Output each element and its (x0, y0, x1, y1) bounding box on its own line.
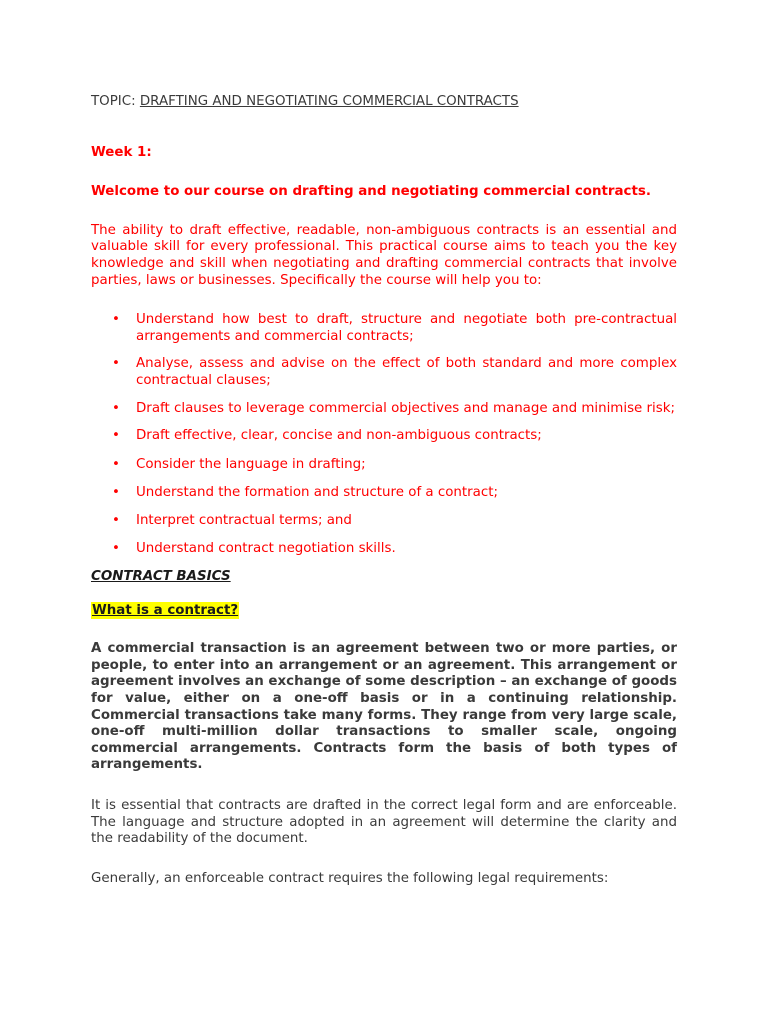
bold-paragraph: A commercial transaction is an agreement between two or more parties, or people, to enter into an arrangement or an agreement. This arrangement or agreement involves an exchange of some description – an exchange of goods for value, either on a one-off basis or in a continuing relationship. Commercial transactions take many forms. They range from very large scale, one-off multi-million dollar transactions to smaller scale, ongoing commercial arrangements. Contracts form the basis of both types of arrangements. (91, 641, 677, 773)
objectives-list (91, 312, 677, 557)
list-item (91, 401, 677, 418)
list-item-text: Understand how best to draft, structure and negotiate both pre-contractual arrangements and commercial contracts; (136, 312, 677, 344)
topic-line (91, 94, 677, 111)
welcome-heading: Welcome to our course on drafting and negotiating commercial contracts. (91, 184, 651, 200)
week-heading: Week 1: (91, 144, 152, 160)
list-item (91, 457, 677, 474)
list-item (91, 513, 677, 530)
section-heading (91, 569, 677, 586)
bullet-icon: • (112, 312, 120, 328)
topic-prefix: TOPIC: (91, 94, 140, 109)
bullet-icon: • (112, 456, 120, 472)
bullet-icon: • (112, 512, 120, 528)
list-item-text: Understand the formation and structure of a contract; (136, 485, 498, 501)
paragraph-requirements: Generally, an enforceable contract requires the following legal requirements: (91, 870, 609, 886)
bullet-icon: • (112, 428, 120, 444)
bullet-icon: • (112, 400, 120, 416)
bullet-icon: • (112, 540, 120, 556)
intro-paragraph: The ability to draft effective, readable, non-ambiguous contracts is an essential and valuable skill for every professional. This practical course aims to teach you the key knowledge and skill when negotiating and drafting commercial contracts that involve parties, laws or businesses. Specifically the course will help you to: (91, 222, 677, 288)
topic-title: DRAFTING AND NEGOTIATING COMMERCIAL CONTRACTS (139, 94, 519, 109)
document-body (91, 94, 677, 887)
list-item-text: Consider the language in drafting; (136, 456, 366, 472)
paragraph-legal-form: It is essential that contracts are drafted in the correct legal form and are enforceable. The language and structure adopted in an agreement will determine the clarity and the readability of the document. (91, 798, 677, 847)
list-item-text: Analyse, assess and advise on the effect of both standard and more complex contractual clauses; (136, 356, 677, 388)
subheading (91, 603, 677, 620)
bullet-icon: • (112, 356, 120, 372)
bullet-icon: • (112, 485, 120, 501)
list-item (91, 541, 677, 558)
list-item-text: Draft clauses to leverage commercial objectives and manage and minimise risk; (136, 400, 676, 416)
subheading-highlight: What is a contract? (92, 602, 239, 618)
list-item-text: Interpret contractual terms; and (136, 512, 352, 528)
list-item-text: Understand contract negotiation skills. (136, 540, 396, 556)
section-heading-text: CONTRACT BASICS (91, 569, 231, 585)
list-item (91, 428, 677, 445)
list-item (91, 485, 677, 502)
list-item (91, 356, 677, 389)
list-item (91, 312, 677, 345)
list-item-text: Draft effective, clear, concise and non-ambiguous contracts; (136, 428, 542, 444)
